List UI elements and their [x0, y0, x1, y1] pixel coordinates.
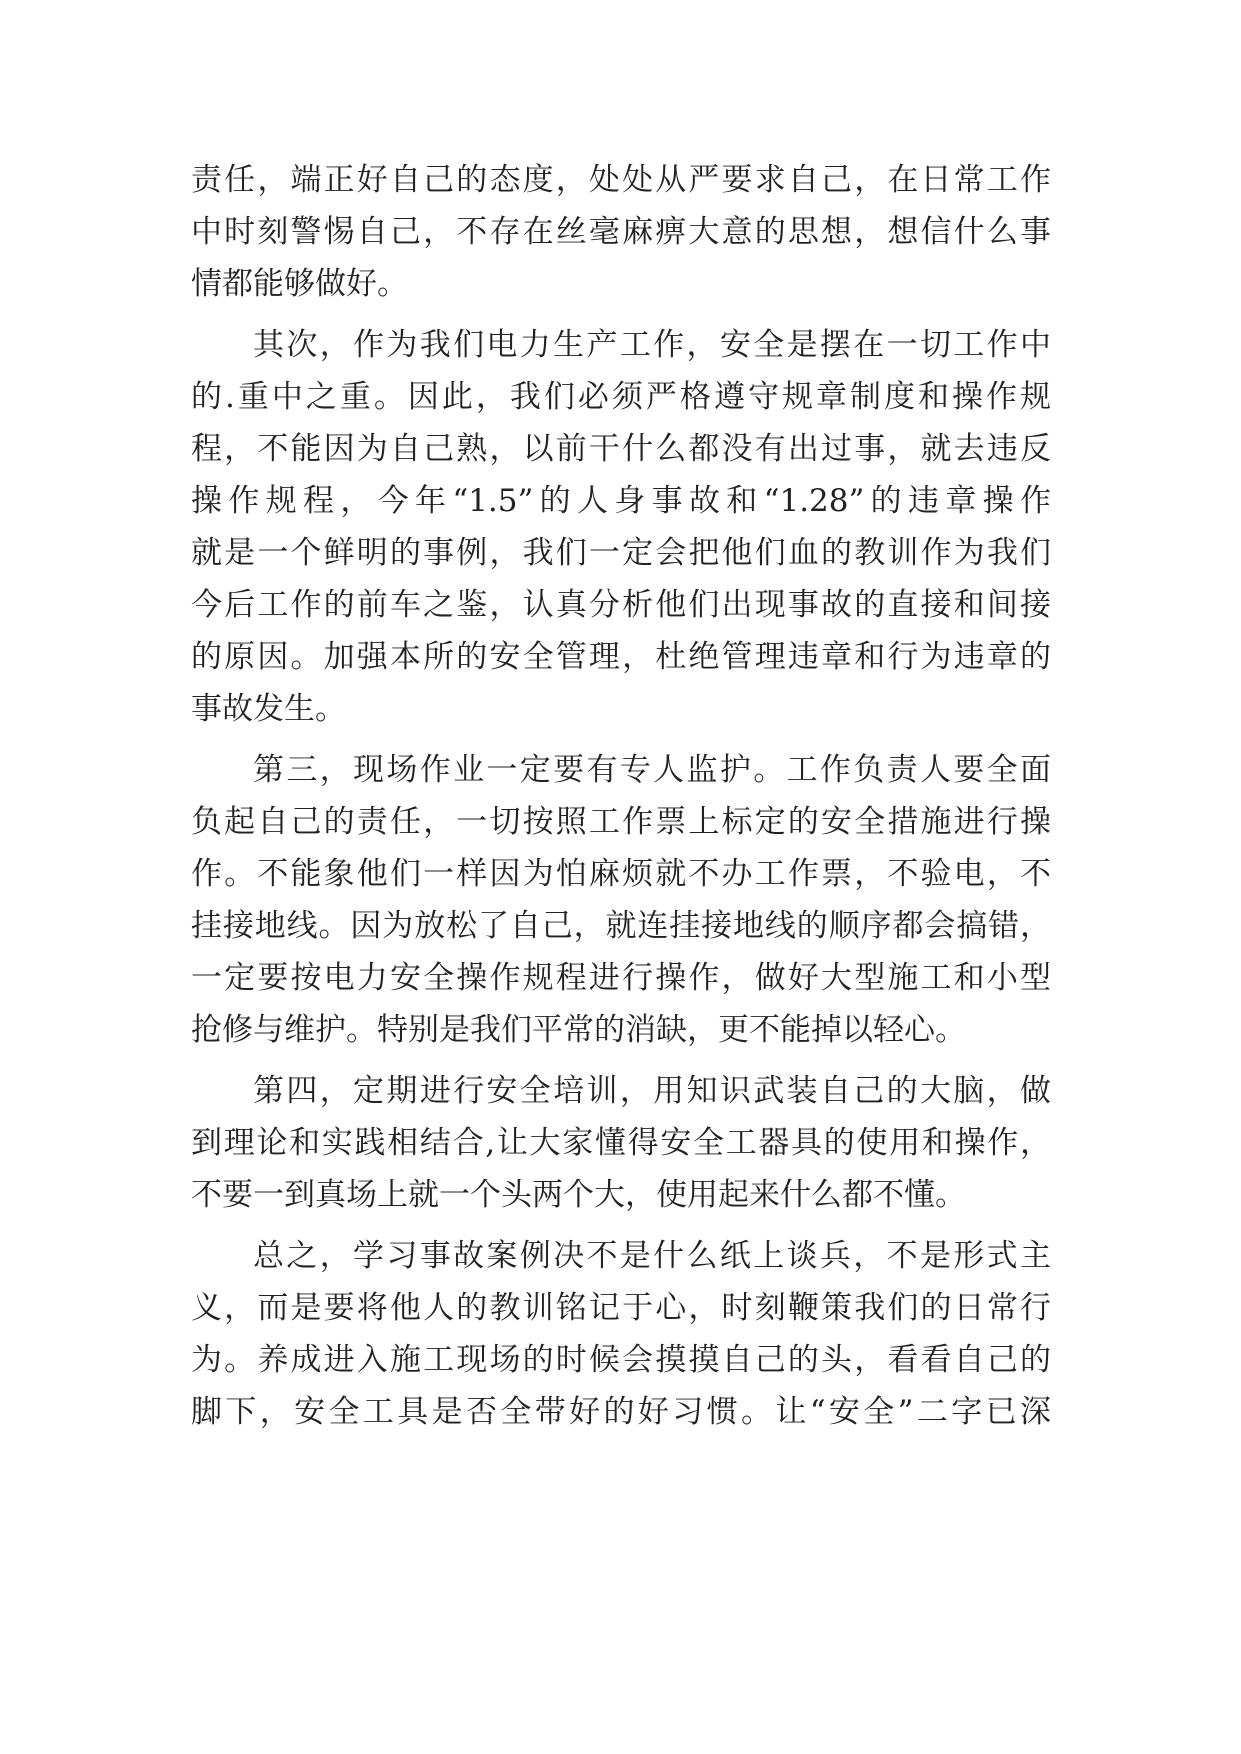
text-line: 为。养成进入施工现场的时候会摸摸自己的头，看看自己的 [191, 1342, 1051, 1378]
text-line: 就是一个鲜明的事例，我们一定会把他们血的教训作为我们 [191, 535, 1051, 571]
text-line: 操作规程，今年“1.5”的人身事故和“1.28”的违章操作 [191, 483, 1051, 519]
text-line: 负起自己的责任，一切按照工作票上标定的安全措施进行操 [191, 804, 1051, 840]
text-line: 中时刻警惕自己，不存在丝毫麻痹大意的思想，想信什么事 [191, 214, 1051, 250]
text-line: 其次，作为我们电力生产工作，安全是摆在一切工作中 [253, 327, 1051, 363]
text-line: 的.重中之重。因此，我们必须严格遵守规章制度和操作规 [191, 379, 1051, 415]
text-line: 不要一到真场上就一个头两个大，使用起来什么都不懂。 [191, 1177, 966, 1213]
text-line: 责任，端正好自己的态度，处处从严要求自己，在日常工作 [191, 162, 1051, 198]
text-line: 事故发生。 [191, 691, 346, 727]
text-line: 挂接地线。因为放松了自己，就连挂接地线的顺序都会搞错， [191, 908, 1051, 944]
text-line: 总之，学习事故案例决不是什么纸上谈兵，不是形式主 [253, 1238, 1051, 1274]
text-line: 程，不能因为自己熟，以前干什么都没有出过事，就去违反 [191, 431, 1051, 467]
text-line: 情都能够做好。 [191, 266, 408, 302]
text-line: 抢修与维护。特别是我们平常的消缺，更不能掉以轻心。 [191, 1012, 966, 1048]
text-line: 今后工作的前车之鉴，认真分析他们出现事故的直接和间接 [191, 587, 1051, 623]
text-line: 一定要按电力安全操作规程进行操作，做好大型施工和小型 [191, 960, 1051, 996]
text-line: 作。不能象他们一样因为怕麻烦就不办工作票，不验电，不 [191, 856, 1051, 892]
text-line: 到理论和实践相结合,让大家懂得安全工器具的使用和操作， [191, 1125, 1051, 1161]
paragraph-fourth [191, 1065, 1051, 1221]
text-line: 的原因。加强本所的安全管理，杜绝管理违章和行为违章的 [191, 639, 1051, 675]
paragraph-third [191, 744, 1051, 1056]
paragraph-continuation [191, 154, 1051, 310]
body-text [191, 154, 1051, 1438]
text-line: 第四，定期进行安全培训，用知识武装自己的大脑，做 [253, 1073, 1051, 1109]
text-line: 脚下，安全工具是否全带好的好习惯。让“安全”二字已深 [191, 1394, 1051, 1430]
text-line: 义，而是要将他人的教训铭记于心，时刻鞭策我们的日常行 [191, 1290, 1051, 1326]
paragraph-summary [191, 1230, 1051, 1438]
text-line: 第三，现场作业一定要有专人监护。工作负责人要全面 [253, 752, 1051, 788]
paragraph-second [191, 319, 1051, 735]
